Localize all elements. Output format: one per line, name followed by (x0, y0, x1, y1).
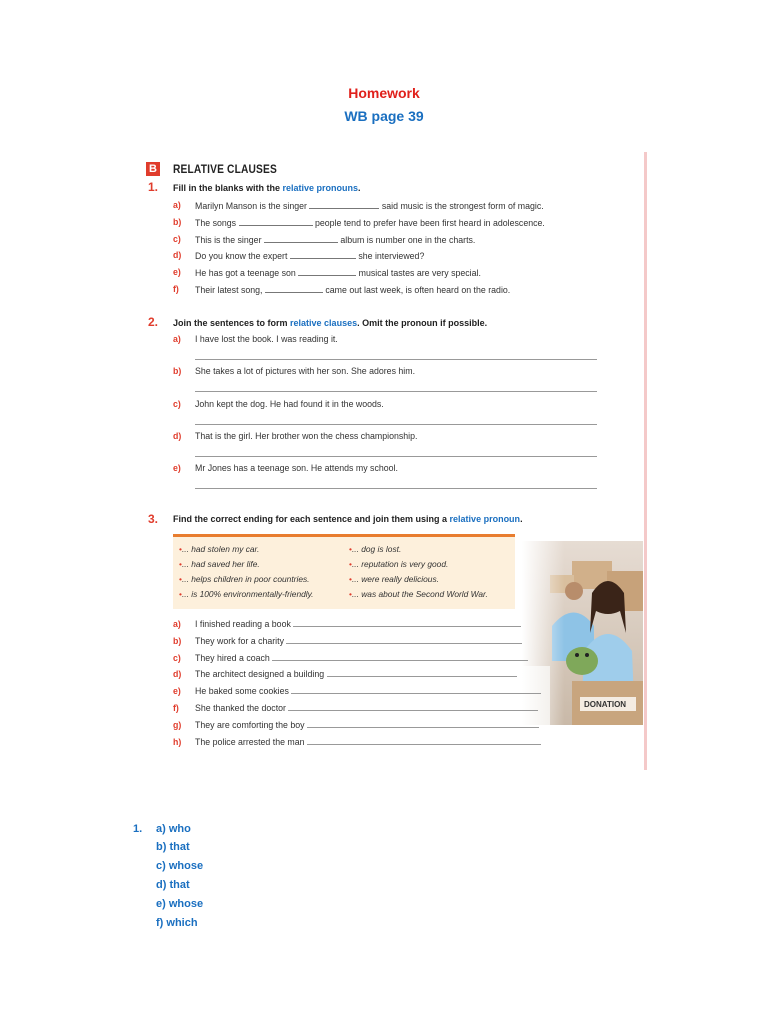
answer-line[interactable] (307, 737, 541, 745)
answer-line[interactable] (288, 703, 538, 711)
exercise-1-number: 1. (148, 180, 159, 194)
answer-item: a) who (156, 823, 191, 835)
ex2-item-e: e) Mr Jones has a teenage son. He attends my school. (173, 463, 398, 473)
exercise-3-number: 3. (148, 512, 159, 526)
exercise-1-instruction: Fill in the blanks with the relative pronouns. (173, 183, 361, 193)
exercise-3-instruction: Find the correct ending for each sentence and join them using a relative pronoun. (173, 514, 523, 524)
answer-line[interactable] (286, 636, 522, 644)
answer-key-number: 1. (133, 823, 143, 835)
answer-line[interactable] (272, 653, 528, 661)
answer-line[interactable] (307, 720, 539, 728)
answer-item: d) that (156, 879, 190, 891)
side-credit (126, 738, 132, 768)
exercise-2-instruction: Join the sentences to form relative clauses. Omit the pronoun if possible. (173, 318, 488, 328)
ex3-item-a: a) I finished reading a book (173, 619, 633, 631)
ex1-item-c: c) This is the singer album is number one in the charts. (173, 234, 476, 245)
ex3-item-e: e) He baked some cookies (173, 686, 633, 698)
answer-line[interactable] (195, 424, 597, 425)
exercise-2-number: 2. (148, 315, 159, 329)
ex1-item-b: b) The songs people tend to prefer have been first heard in adolescence. (173, 217, 545, 228)
ex3-item-f: f) She thanked the doctor (173, 703, 633, 715)
answer-line[interactable] (291, 686, 541, 694)
ex1-item-f: f) Their latest song, came out last week, is often heard on the radio. (173, 284, 511, 295)
ex2-item-b: b) She takes a lot of pictures with her son. She adores him. (173, 366, 416, 376)
blank-input[interactable] (309, 200, 379, 209)
blank-input[interactable] (290, 250, 356, 259)
answer-line[interactable] (195, 456, 597, 457)
ex1-item-a: a) Marilyn Manson is the singer said music is the strongest form of magic. (173, 200, 544, 211)
ending-option: •... had saved her life. (179, 559, 260, 569)
blank-input[interactable] (298, 267, 356, 276)
blank-input[interactable] (265, 284, 323, 293)
ex3-item-c: c) They hired a coach (173, 653, 633, 665)
blank-input[interactable] (264, 234, 338, 243)
answer-line[interactable] (195, 391, 597, 392)
worksheet-scan (146, 152, 646, 770)
homework-title: Homework (348, 85, 420, 101)
ex2-item-a: a) I have lost the book. I was reading it. (173, 334, 338, 344)
answer-item: e) whose (156, 898, 204, 910)
ending-option: •... were really delicious. (349, 574, 439, 584)
ending-option: •... helps children in poor countries. (179, 574, 310, 584)
ex2-item-d: d) That is the girl. Her brother won the chess championship. (173, 431, 418, 441)
ending-option: •... dog is lost. (349, 544, 402, 554)
answer-line[interactable] (293, 619, 521, 627)
ex3-item-h: h) The police arrested the man (173, 737, 633, 749)
ending-option: •... reputation is very good. (349, 559, 449, 569)
answer-item: c) whose (156, 860, 204, 872)
blank-input[interactable] (239, 217, 313, 226)
answer-line[interactable] (327, 669, 517, 677)
answer-item: f) which (156, 917, 198, 929)
ex1-item-e: e) He has got a teenage son musical tastes are very special. (173, 267, 481, 278)
ex2-item-c: c) John kept the dog. He had found it in the woods. (173, 399, 384, 409)
ending-option: •... is 100% environmentally-friendly. (179, 589, 314, 599)
answer-line[interactable] (195, 488, 597, 489)
ex3-item-b: b) They work for a charity (173, 636, 633, 648)
answer-item: b) that (156, 841, 190, 853)
workbook-page: WB page 39 (344, 108, 424, 124)
ending-option: •... was about the Second World War. (349, 589, 488, 599)
answer-line[interactable] (195, 359, 597, 360)
ex1-item-d: d) Do you know the expert she interviewed? (173, 250, 425, 261)
ex3-item-g: g) They are comforting the boy (173, 720, 633, 732)
ending-option: •... had stolen my car. (179, 544, 260, 554)
ex3-item-d: d) The architect designed a building (173, 669, 633, 681)
section-title: RELATIVE CLAUSES (173, 162, 277, 176)
section-badge: B (146, 162, 160, 176)
endings-box (173, 534, 515, 609)
